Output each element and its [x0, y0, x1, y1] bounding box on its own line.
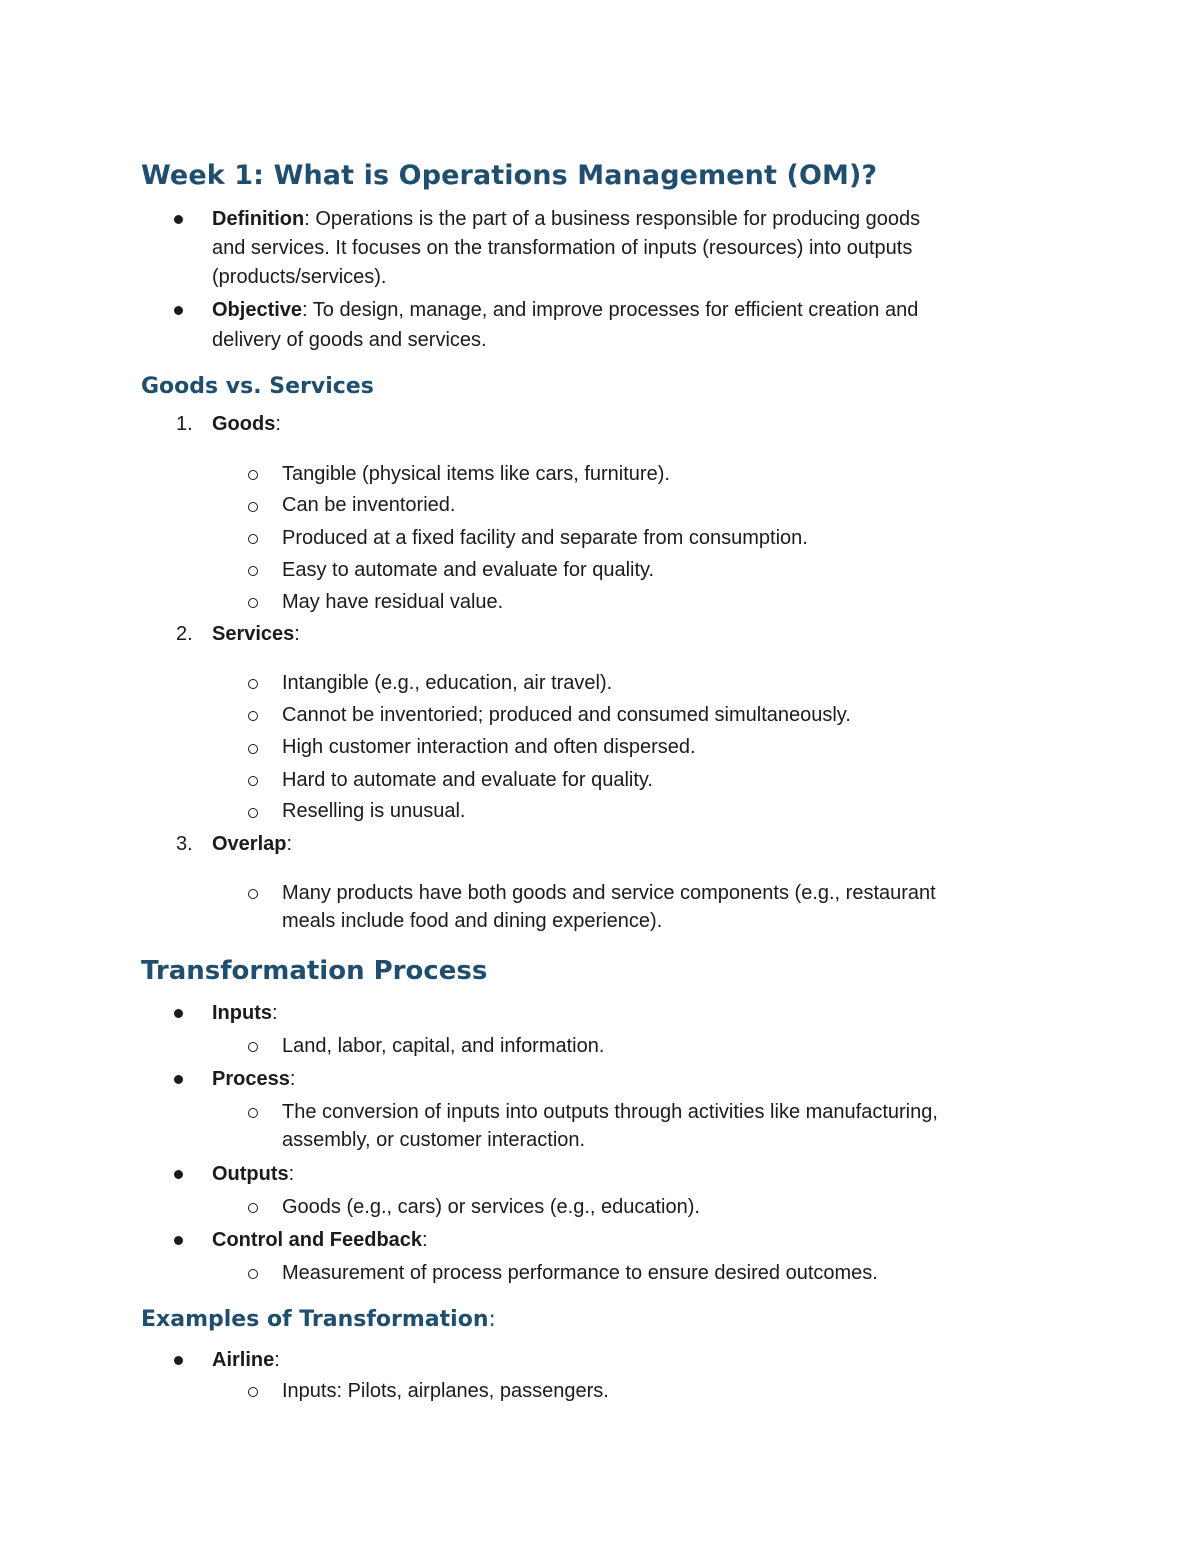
services-sub-item: Hard to automate and evaluate for quality. [282, 769, 653, 791]
overlap-term: Overlap [212, 833, 287, 855]
colon: : [488, 1307, 496, 1332]
services-sub-item: High customer interaction and often dispersed. [282, 736, 696, 758]
page-title: Week 1: What is Operations Management (OM)? [141, 160, 878, 191]
circle-bullet-icon [248, 1203, 258, 1213]
bullet-icon [174, 215, 183, 224]
definition-line-2: and services. It focuses on the transformation of inputs (resources) into outputs [212, 237, 913, 259]
goods-sub-item: Can be inventoried. [282, 494, 456, 516]
section-heading-goods-vs-services: Goods vs. Services [141, 374, 374, 399]
definition-text: : Operations is the part of a business responsible for producing goods [304, 208, 921, 230]
list-item-services [212, 620, 300, 649]
colon: : [272, 1002, 278, 1024]
bullet-icon [174, 1356, 183, 1365]
list-item-control-and-feedback [212, 1226, 428, 1255]
definition-term: Definition [212, 208, 305, 230]
airline-term: Airline [212, 1349, 275, 1371]
list-item-process [212, 1065, 295, 1094]
services-sub-item: Reselling is unusual. [282, 800, 466, 822]
colon: : [288, 1163, 295, 1185]
circle-bullet-icon [248, 1108, 258, 1118]
process-term: Process [212, 1068, 290, 1090]
bullet-icon [174, 1170, 183, 1179]
goods-sub-item: Tangible (physical items like cars, furniture). [282, 463, 670, 485]
goods-sub-item: May have residual value. [282, 591, 504, 613]
list-item-overlap [212, 830, 292, 859]
list-item-outputs [212, 1160, 294, 1189]
colon: : [274, 1349, 280, 1371]
colon: : [289, 1068, 296, 1090]
circle-bullet-icon [248, 1387, 258, 1397]
circle-bullet-icon [248, 808, 258, 818]
inputs-term: Inputs [212, 1002, 272, 1024]
goods-sub-item: Produced at a fixed facility and separate from consumption. [282, 527, 808, 549]
section-heading-examples [141, 1307, 496, 1332]
definition-line-1 [212, 205, 920, 234]
process-sub-item-line-2: assembly, or customer interaction. [282, 1129, 586, 1151]
circle-bullet-icon [248, 889, 258, 899]
bullet-icon [174, 1009, 183, 1018]
goods-term: Goods [212, 413, 276, 435]
services-sub-item: Cannot be inventoried; produced and consumed simultaneously. [282, 704, 851, 726]
process-sub-item-line-1: The conversion of inputs into outputs through activities like manufacturing, [282, 1101, 938, 1123]
colon: : [275, 413, 281, 435]
list-item-airline [212, 1346, 280, 1375]
section-heading-transformation-process: Transformation Process [141, 956, 488, 986]
airline-sub-item: Inputs: Pilots, airplanes, passengers. [282, 1380, 609, 1402]
objective-term: Objective [212, 299, 303, 321]
circle-bullet-icon [248, 744, 258, 754]
colon: : [286, 833, 293, 855]
control-feedback-sub-item: Measurement of process performance to ensure desired outcomes. [282, 1262, 878, 1284]
bullet-icon [174, 306, 183, 315]
examples-heading-text: Examples of Transformation [141, 1307, 489, 1332]
circle-bullet-icon [248, 711, 258, 721]
outputs-term: Outputs [212, 1163, 289, 1185]
list-number: 3. [176, 833, 193, 855]
colon: : [422, 1229, 428, 1251]
circle-bullet-icon [248, 598, 258, 608]
list-number: 2. [176, 623, 193, 645]
list-item-goods [212, 410, 281, 439]
colon: : [294, 623, 300, 645]
circle-bullet-icon [248, 534, 258, 544]
circle-bullet-icon [248, 679, 258, 689]
overlap-sub-item-line-2: meals include food and dining experience). [282, 910, 663, 932]
objective-line-2: delivery of goods and services. [212, 329, 487, 351]
circle-bullet-icon [248, 1042, 258, 1052]
outputs-sub-item: Goods (e.g., cars) or services (e.g., education). [282, 1196, 700, 1218]
control-feedback-term: Control and Feedback [212, 1229, 423, 1251]
overlap-sub-item-line-1: Many products have both goods and service components (e.g., restaurant [282, 882, 936, 904]
bullet-icon [174, 1075, 183, 1084]
goods-sub-item: Easy to automate and evaluate for quality. [282, 559, 655, 581]
circle-bullet-icon [248, 776, 258, 786]
services-term: Services [212, 623, 295, 645]
inputs-sub-item: Land, labor, capital, and information. [282, 1035, 605, 1057]
services-sub-item: Intangible (e.g., education, air travel). [282, 672, 613, 694]
definition-line-3: (products/services). [212, 266, 387, 288]
list-number: 1. [176, 413, 193, 435]
list-item-inputs [212, 999, 278, 1028]
objective-line-1 [212, 296, 918, 325]
circle-bullet-icon [248, 566, 258, 576]
bullet-icon [174, 1236, 183, 1245]
circle-bullet-icon [248, 1269, 258, 1279]
circle-bullet-icon [248, 502, 258, 512]
circle-bullet-icon [248, 470, 258, 480]
objective-text: : To design, manage, and improve processes for efficient creation and [302, 299, 919, 321]
